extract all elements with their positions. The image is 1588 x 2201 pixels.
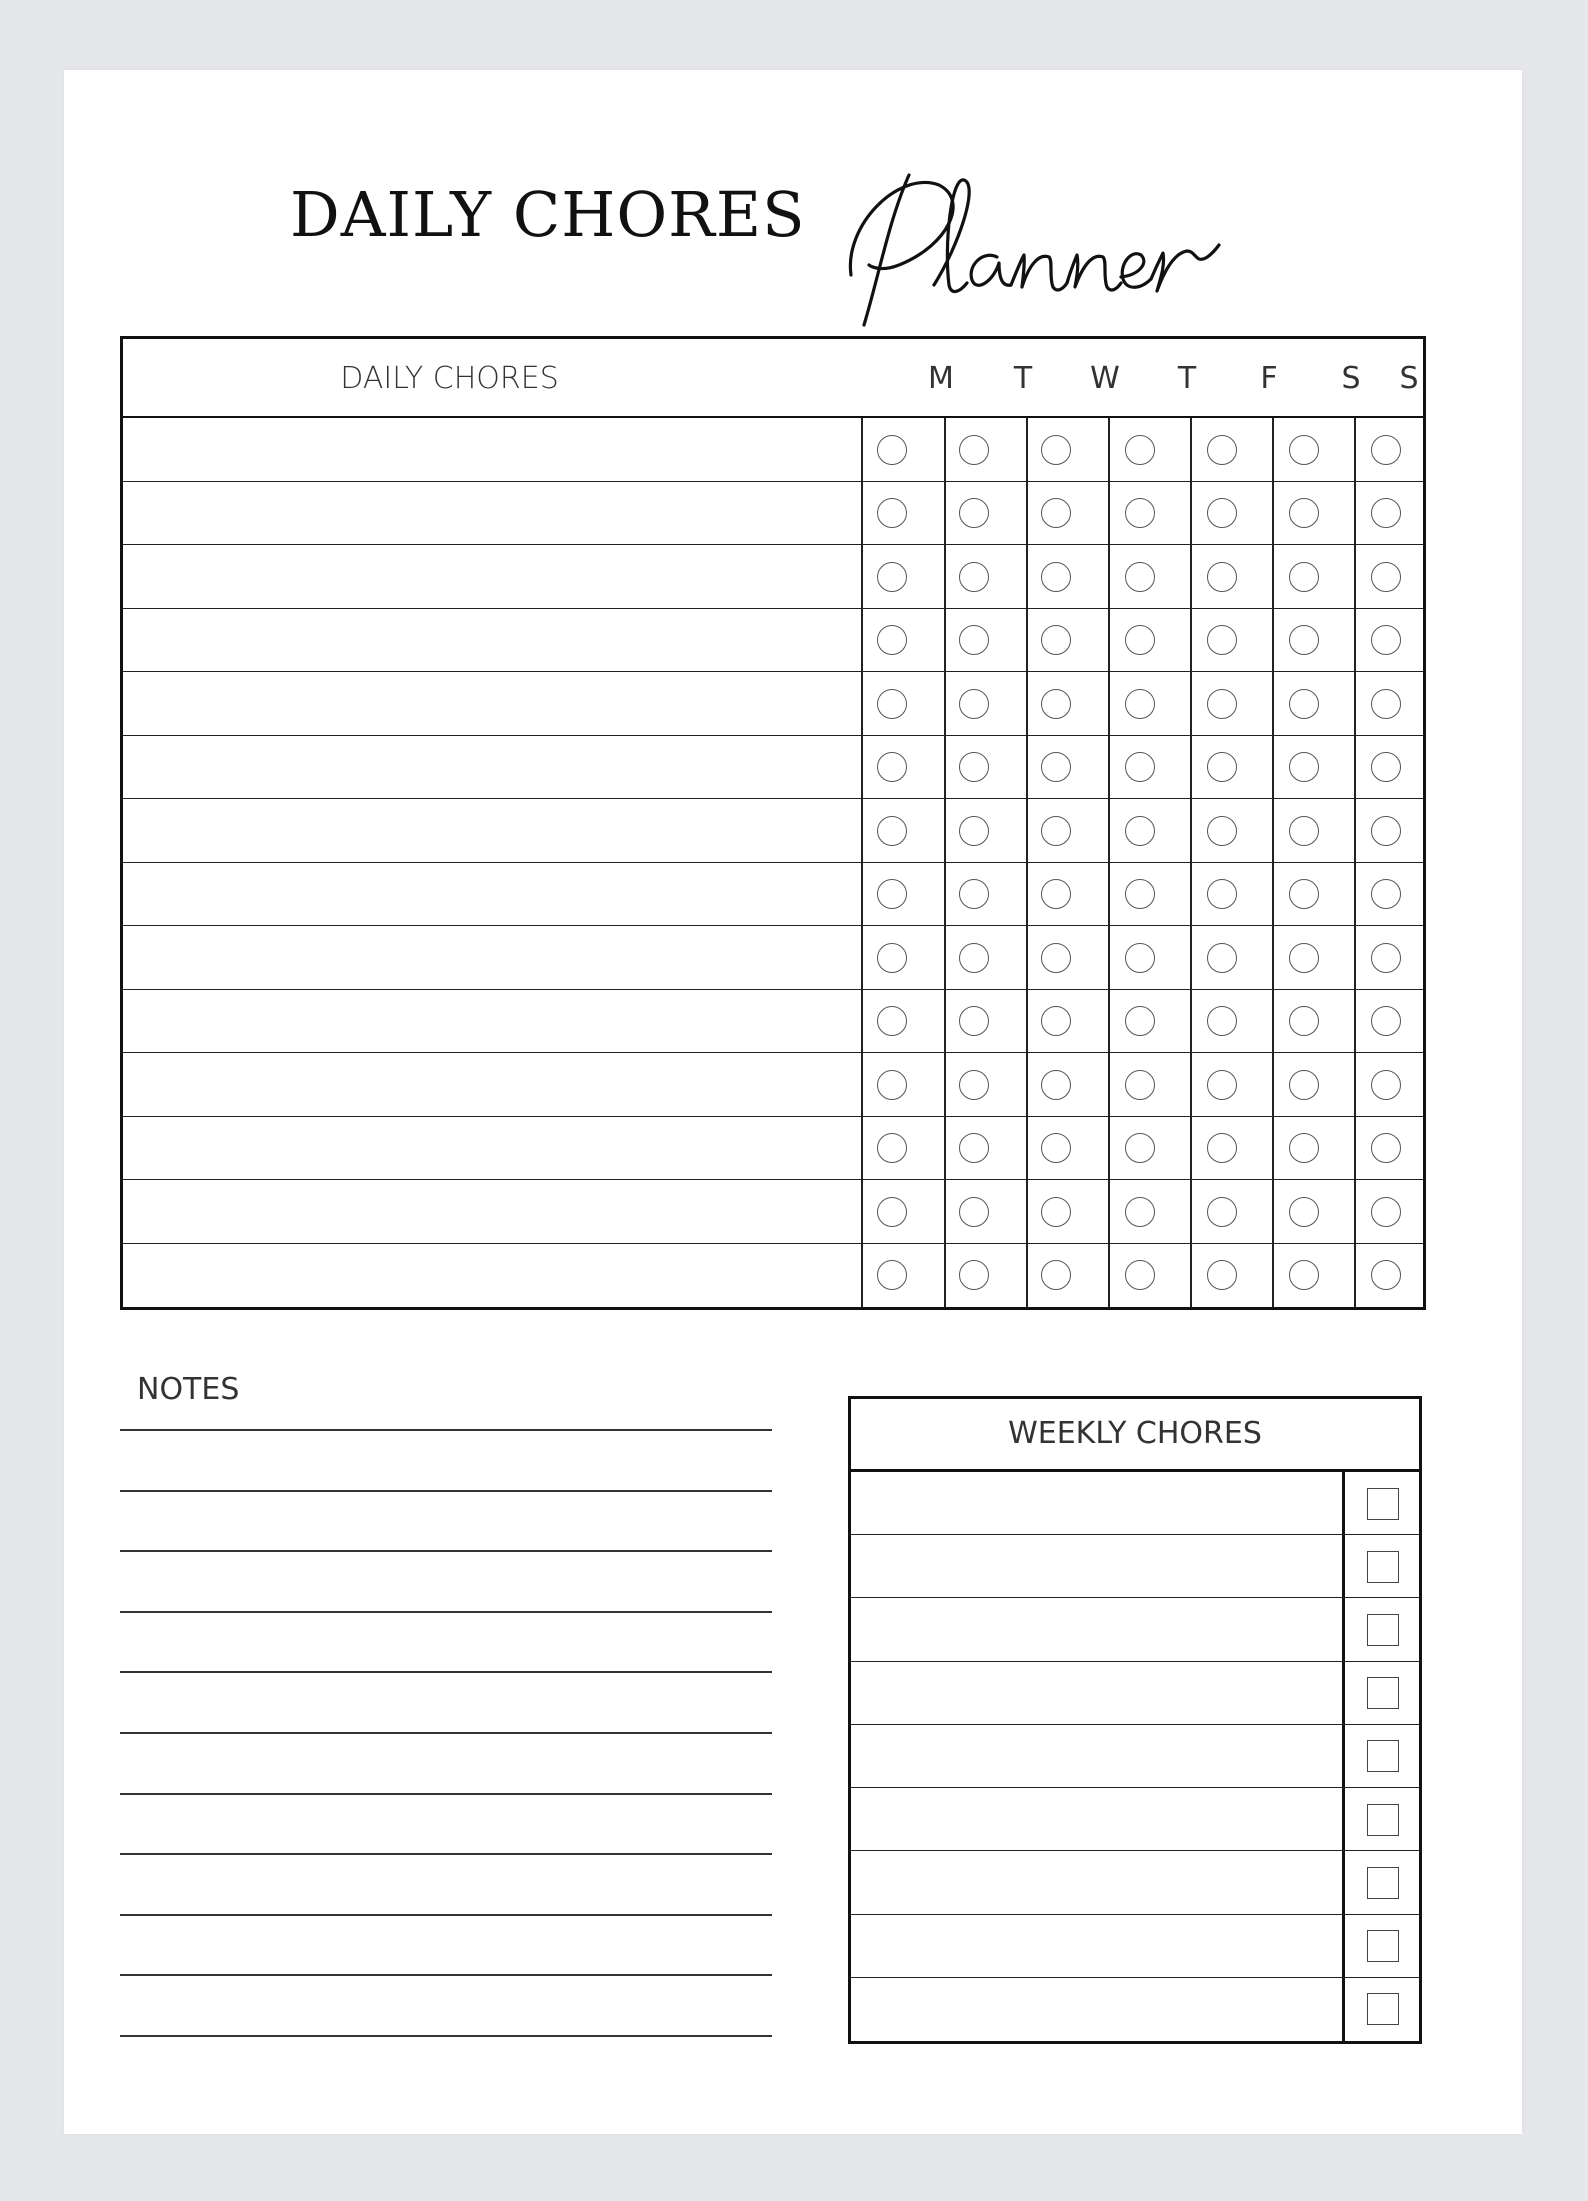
day-check-circle[interactable] — [1289, 1006, 1319, 1036]
day-label-wednesday: W — [1090, 361, 1120, 396]
daily-chore-row[interactable] — [123, 1180, 1423, 1244]
day-check-circle[interactable] — [959, 879, 989, 909]
day-check-circle[interactable] — [1289, 1260, 1319, 1290]
daily-chores-grid — [123, 418, 1423, 1307]
weekly-chores-table — [848, 1396, 1422, 2044]
weekly-chore-row[interactable] — [851, 1788, 1419, 1851]
weekly-checkbox[interactable] — [1367, 1740, 1399, 1772]
day-check-circle[interactable] — [1125, 689, 1155, 719]
day-check-circle[interactable] — [877, 1133, 907, 1163]
daily-chore-row[interactable] — [123, 1053, 1423, 1117]
day-check-circle[interactable] — [1041, 498, 1071, 528]
weekly-chore-row[interactable] — [851, 1978, 1419, 2041]
day-label-saturday: S — [1341, 361, 1361, 396]
day-check-circle[interactable] — [1125, 816, 1155, 846]
weekly-chore-row[interactable] — [851, 1915, 1419, 1978]
day-check-circle[interactable] — [1041, 1070, 1071, 1100]
day-check-circle[interactable] — [959, 1260, 989, 1290]
day-check-circle[interactable] — [959, 498, 989, 528]
day-check-circle[interactable] — [877, 752, 907, 782]
day-check-circle[interactable] — [1371, 1133, 1401, 1163]
day-check-circle[interactable] — [1289, 562, 1319, 592]
day-check-circle[interactable] — [1371, 625, 1401, 655]
weekly-checkbox[interactable] — [1367, 1677, 1399, 1709]
day-check-circle[interactable] — [959, 1133, 989, 1163]
notes-line[interactable] — [120, 1974, 772, 1976]
notes-label: NOTES — [137, 1372, 240, 1407]
daily-chore-row[interactable] — [123, 545, 1423, 609]
daily-chores-table — [120, 336, 1426, 1310]
day-check-circle[interactable] — [1125, 1260, 1155, 1290]
day-check-circle[interactable] — [1125, 1070, 1155, 1100]
daily-chore-row[interactable] — [123, 863, 1423, 927]
notes-line[interactable] — [120, 1490, 772, 1492]
daily-chores-header-label: DAILY CHORES — [340, 361, 559, 396]
daily-chore-row[interactable] — [123, 482, 1423, 546]
day-check-circle[interactable] — [1125, 1133, 1155, 1163]
day-check-circle[interactable] — [1207, 625, 1237, 655]
title-script — [839, 165, 1239, 335]
day-check-circle[interactable] — [1041, 1006, 1071, 1036]
day-check-circle[interactable] — [877, 1260, 907, 1290]
day-check-circle[interactable] — [1207, 562, 1237, 592]
day-check-circle[interactable] — [877, 943, 907, 973]
day-check-circle[interactable] — [1371, 435, 1401, 465]
weekly-chore-row[interactable] — [851, 1851, 1419, 1914]
notes-line[interactable] — [120, 1914, 772, 1916]
day-check-circle[interactable] — [1125, 752, 1155, 782]
day-check-circle[interactable] — [1207, 689, 1237, 719]
day-check-circle[interactable] — [877, 1006, 907, 1036]
weekly-checkbox[interactable] — [1367, 1993, 1399, 2025]
day-check-circle[interactable] — [1041, 752, 1071, 782]
notes-line[interactable] — [120, 1671, 772, 1673]
day-label-friday: F — [1260, 361, 1278, 396]
day-check-circle[interactable] — [877, 879, 907, 909]
notes-line[interactable] — [120, 1793, 772, 1795]
day-check-circle[interactable] — [1289, 752, 1319, 782]
title-serif: DAILY CHORES — [290, 178, 806, 251]
day-check-circle[interactable] — [959, 1197, 989, 1227]
daily-chore-row[interactable] — [123, 418, 1423, 482]
day-check-circle[interactable] — [1125, 1197, 1155, 1227]
day-check-circle[interactable] — [1371, 498, 1401, 528]
daily-chore-row[interactable] — [123, 799, 1423, 863]
day-check-circle[interactable] — [1207, 435, 1237, 465]
planner-page — [64, 70, 1522, 2134]
day-check-circle[interactable] — [959, 752, 989, 782]
day-check-circle[interactable] — [1041, 562, 1071, 592]
day-check-circle[interactable] — [1371, 752, 1401, 782]
daily-chore-row[interactable] — [123, 609, 1423, 673]
day-check-circle[interactable] — [1371, 1260, 1401, 1290]
day-check-circle[interactable] — [1371, 1197, 1401, 1227]
day-check-circle[interactable] — [1041, 1133, 1071, 1163]
day-check-circle[interactable] — [877, 689, 907, 719]
day-check-circle[interactable] — [959, 435, 989, 465]
weekly-checkbox[interactable] — [1367, 1614, 1399, 1646]
notes-line[interactable] — [120, 1550, 772, 1552]
weekly-chore-row[interactable] — [851, 1662, 1419, 1725]
day-check-circle[interactable] — [1125, 943, 1155, 973]
day-check-circle[interactable] — [1125, 625, 1155, 655]
daily-chore-row[interactable] — [123, 1117, 1423, 1181]
weekly-chores-grid — [851, 1472, 1419, 2041]
weekly-checkbox[interactable] — [1367, 1804, 1399, 1836]
day-label-tuesday: T — [1013, 361, 1033, 396]
notes-line[interactable] — [120, 1429, 772, 1431]
day-check-circle[interactable] — [959, 816, 989, 846]
day-check-circle[interactable] — [1289, 689, 1319, 719]
day-check-circle[interactable] — [1371, 879, 1401, 909]
weekly-checkbox[interactable] — [1367, 1488, 1399, 1520]
day-check-circle[interactable] — [877, 435, 907, 465]
day-check-circle[interactable] — [1041, 816, 1071, 846]
day-label-monday: M — [928, 361, 954, 396]
day-check-circle[interactable] — [877, 625, 907, 655]
daily-chore-row[interactable] — [123, 736, 1423, 800]
day-check-circle[interactable] — [1125, 1006, 1155, 1036]
day-check-circle[interactable] — [1125, 435, 1155, 465]
weekly-checkbox[interactable] — [1367, 1867, 1399, 1899]
weekly-chore-row[interactable] — [851, 1725, 1419, 1788]
day-check-circle[interactable] — [959, 625, 989, 655]
daily-chore-row[interactable] — [123, 1244, 1423, 1308]
day-check-circle[interactable] — [877, 562, 907, 592]
day-label-sunday: S — [1399, 361, 1419, 396]
notes-line[interactable] — [120, 1732, 772, 1734]
day-check-circle[interactable] — [959, 689, 989, 719]
notes-line[interactable] — [120, 1611, 772, 1613]
weekly-checkbox[interactable] — [1367, 1930, 1399, 1962]
day-check-circle[interactable] — [1207, 816, 1237, 846]
weekly-chore-row[interactable] — [851, 1535, 1419, 1598]
weekly-chores-header-label: WEEKLY CHORES — [1008, 1416, 1262, 1451]
daily-chores-header — [123, 339, 1423, 418]
day-check-circle[interactable] — [959, 1006, 989, 1036]
day-check-circle[interactable] — [1041, 943, 1071, 973]
daily-chore-row[interactable] — [123, 990, 1423, 1054]
day-check-circle[interactable] — [1289, 1197, 1319, 1227]
day-check-circle[interactable] — [1371, 1070, 1401, 1100]
day-check-circle[interactable] — [1289, 1070, 1319, 1100]
day-check-circle[interactable] — [959, 1070, 989, 1100]
day-check-circle[interactable] — [1289, 1133, 1319, 1163]
day-check-circle[interactable] — [877, 498, 907, 528]
day-label-thursday: T — [1177, 361, 1197, 396]
day-check-circle[interactable] — [1207, 752, 1237, 782]
day-check-circle[interactable] — [959, 943, 989, 973]
day-check-circle[interactable] — [1207, 1197, 1237, 1227]
day-check-circle[interactable] — [1041, 1197, 1071, 1227]
day-check-circle[interactable] — [1371, 943, 1401, 973]
day-check-circle[interactable] — [1041, 1260, 1071, 1290]
daily-chore-row[interactable] — [123, 926, 1423, 990]
day-check-circle[interactable] — [877, 1070, 907, 1100]
day-check-circle[interactable] — [1289, 879, 1319, 909]
day-check-circle[interactable] — [1289, 943, 1319, 973]
day-check-circle[interactable] — [1207, 1070, 1237, 1100]
weekly-chore-row[interactable] — [851, 1472, 1419, 1535]
day-check-circle[interactable] — [959, 562, 989, 592]
day-check-circle[interactable] — [1125, 562, 1155, 592]
day-check-circle[interactable] — [1289, 435, 1319, 465]
day-check-circle[interactable] — [1371, 562, 1401, 592]
day-check-circle[interactable] — [1041, 879, 1071, 909]
day-check-circle[interactable] — [1207, 1260, 1237, 1290]
day-check-circle[interactable] — [1125, 498, 1155, 528]
day-check-circle[interactable] — [1207, 943, 1237, 973]
day-check-circle[interactable] — [1041, 689, 1071, 719]
day-check-circle[interactable] — [1289, 498, 1319, 528]
day-check-circle[interactable] — [1371, 816, 1401, 846]
day-check-circle[interactable] — [877, 1197, 907, 1227]
day-check-circle[interactable] — [1207, 1133, 1237, 1163]
day-check-circle[interactable] — [1371, 1006, 1401, 1036]
day-check-circle[interactable] — [1207, 879, 1237, 909]
day-check-circle[interactable] — [1041, 435, 1071, 465]
day-check-circle[interactable] — [1289, 816, 1319, 846]
weekly-chore-row[interactable] — [851, 1598, 1419, 1661]
day-check-circle[interactable] — [1289, 625, 1319, 655]
day-check-circle[interactable] — [1207, 498, 1237, 528]
day-check-circle[interactable] — [1371, 689, 1401, 719]
weekly-chores-header — [851, 1399, 1419, 1472]
notes-line[interactable] — [120, 1853, 772, 1855]
daily-chore-row[interactable] — [123, 672, 1423, 736]
weekly-checkbox[interactable] — [1367, 1551, 1399, 1583]
day-check-circle[interactable] — [877, 816, 907, 846]
day-check-circle[interactable] — [1207, 1006, 1237, 1036]
day-check-circle[interactable] — [1125, 879, 1155, 909]
notes-line[interactable] — [120, 2035, 772, 2037]
day-check-circle[interactable] — [1041, 625, 1071, 655]
